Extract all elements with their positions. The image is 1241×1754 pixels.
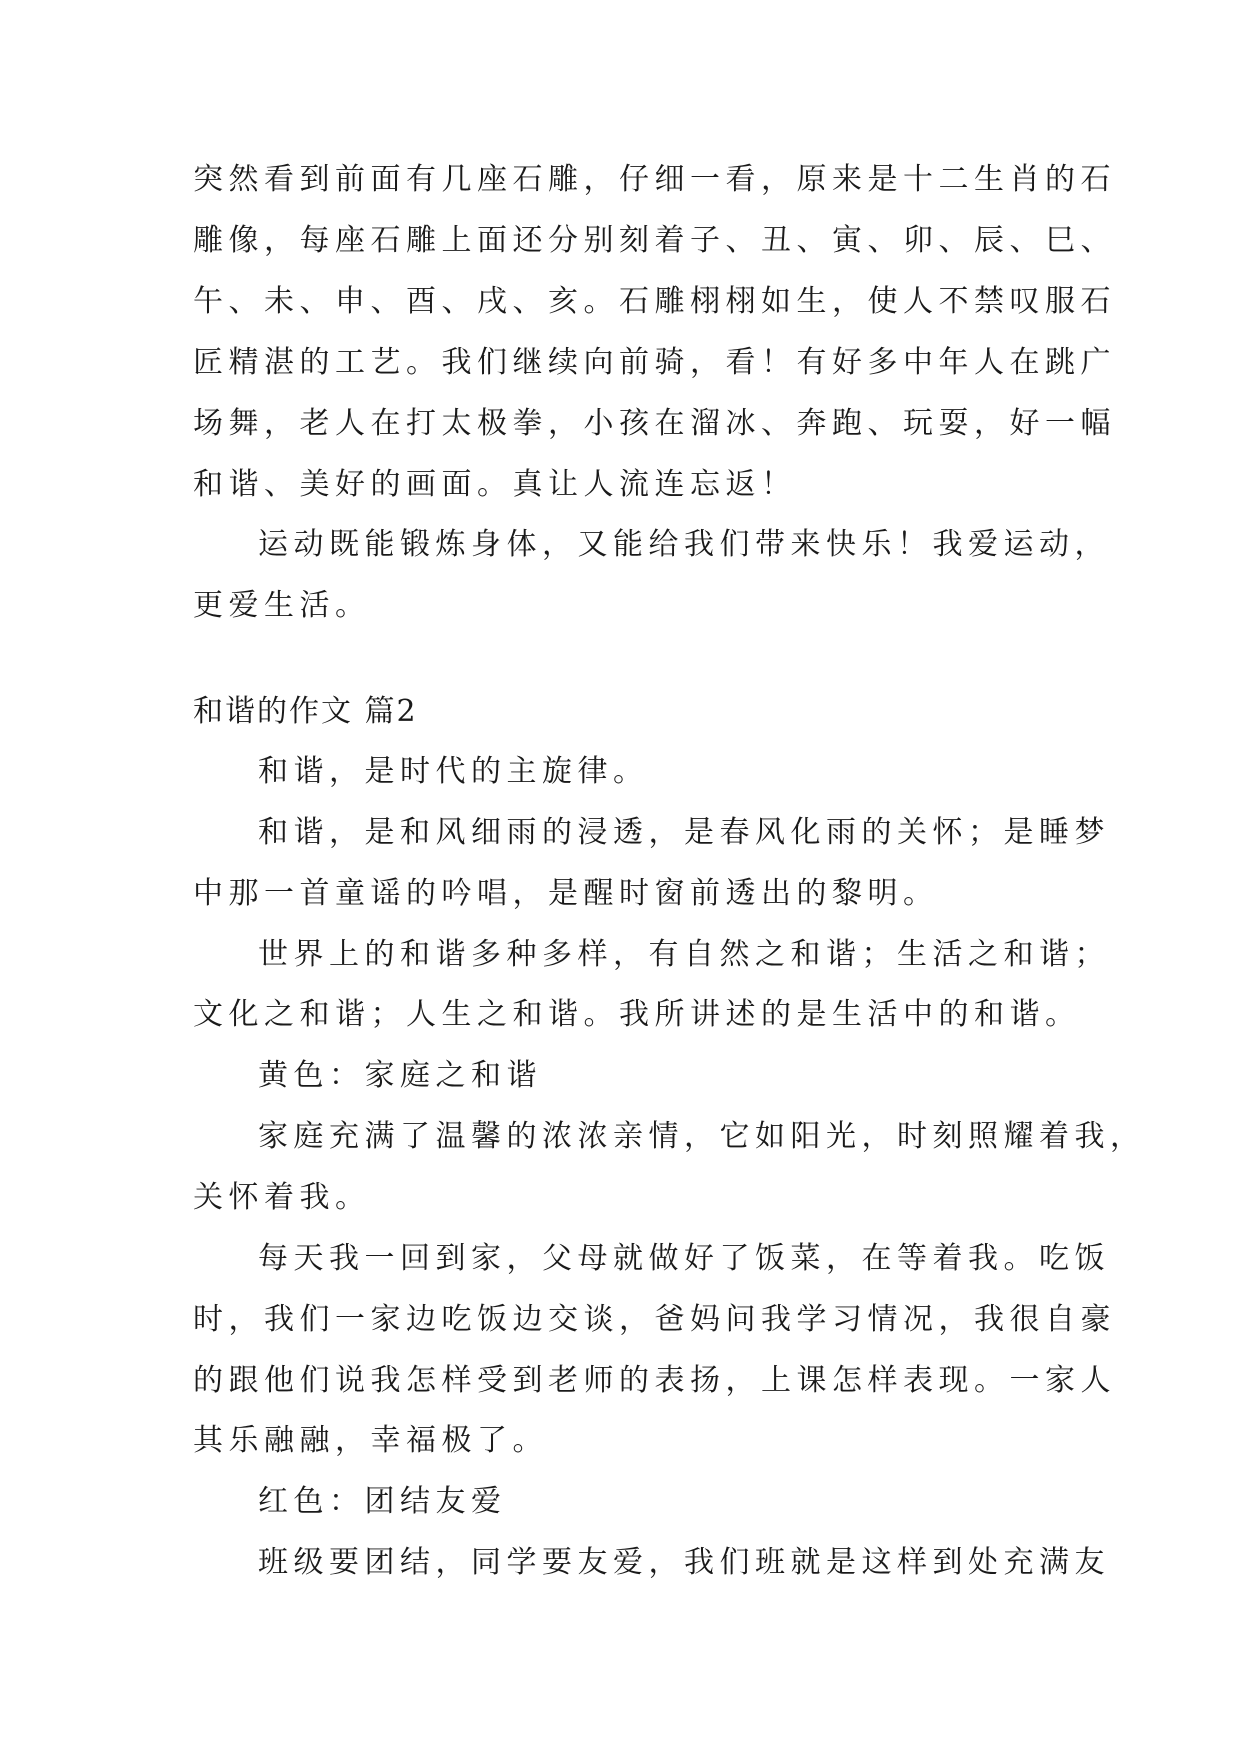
text-line: 突然看到前面有几座石雕，仔细一看，原来是十二生肖的石 <box>193 162 1116 197</box>
paragraph-first-line: 和谐，是时代的主旋律。 <box>258 754 649 789</box>
text-line: 其乐融融，幸福极了。 <box>193 1423 548 1458</box>
text-line: 文化之和谐；人生之和谐。我所讲述的是生活中的和谐。 <box>193 997 1081 1032</box>
text-line: 和谐、美好的画面。真让人流连忘返！ <box>193 467 797 502</box>
text-line: 中那一首童谣的吟唱，是醒时窗前透出的黎明。 <box>193 876 939 911</box>
section-heading: 和谐的作文 篇2 <box>193 694 418 729</box>
subheading: 黄色：家庭之和谐 <box>258 1058 542 1093</box>
text-line: 关怀着我。 <box>193 1180 371 1215</box>
text-line: 雕像，每座石雕上面还分别刻着子、丑、寅、卯、辰、巳、 <box>193 223 1116 258</box>
paragraph-first-line: 和谐，是和风细雨的浸透，是春风化雨的关怀；是睡梦 <box>258 815 1110 850</box>
paragraph-first-line: 世界上的和谐多种多样，有自然之和谐；生活之和谐； <box>258 937 1110 972</box>
paragraph-first-line: 家庭充满了温馨的浓浓亲情，它如阳光，时刻照耀着我， <box>258 1119 1146 1154</box>
paragraph-first-line: 班级要团结，同学要友爱，我们班就是这样到处充满友 <box>258 1545 1110 1580</box>
text-line: 场舞，老人在打太极拳，小孩在溜冰、奔跑、玩耍，好一幅 <box>193 406 1116 441</box>
text-line: 匠精湛的工艺。我们继续向前骑，看！有好多中年人在跳广 <box>193 345 1116 380</box>
text-line: 午、未、申、酉、戌、亥。石雕栩栩如生，使人不禁叹服石 <box>193 284 1116 319</box>
text-line: 更爱生活。 <box>193 588 371 623</box>
paragraph-first-line: 每天我一回到家，父母就做好了饭菜，在等着我。吃饭 <box>258 1241 1110 1276</box>
subheading: 红色：团结友爱 <box>258 1484 507 1519</box>
text-line: 的跟他们说我怎样受到老师的表扬，上课怎样表现。一家人 <box>193 1363 1116 1398</box>
text-line: 时，我们一家边吃饭边交谈，爸妈问我学习情况，我很自豪 <box>193 1302 1116 1337</box>
paragraph-first-line: 运动既能锻炼身体，又能给我们带来快乐！我爱运动， <box>258 527 1110 562</box>
